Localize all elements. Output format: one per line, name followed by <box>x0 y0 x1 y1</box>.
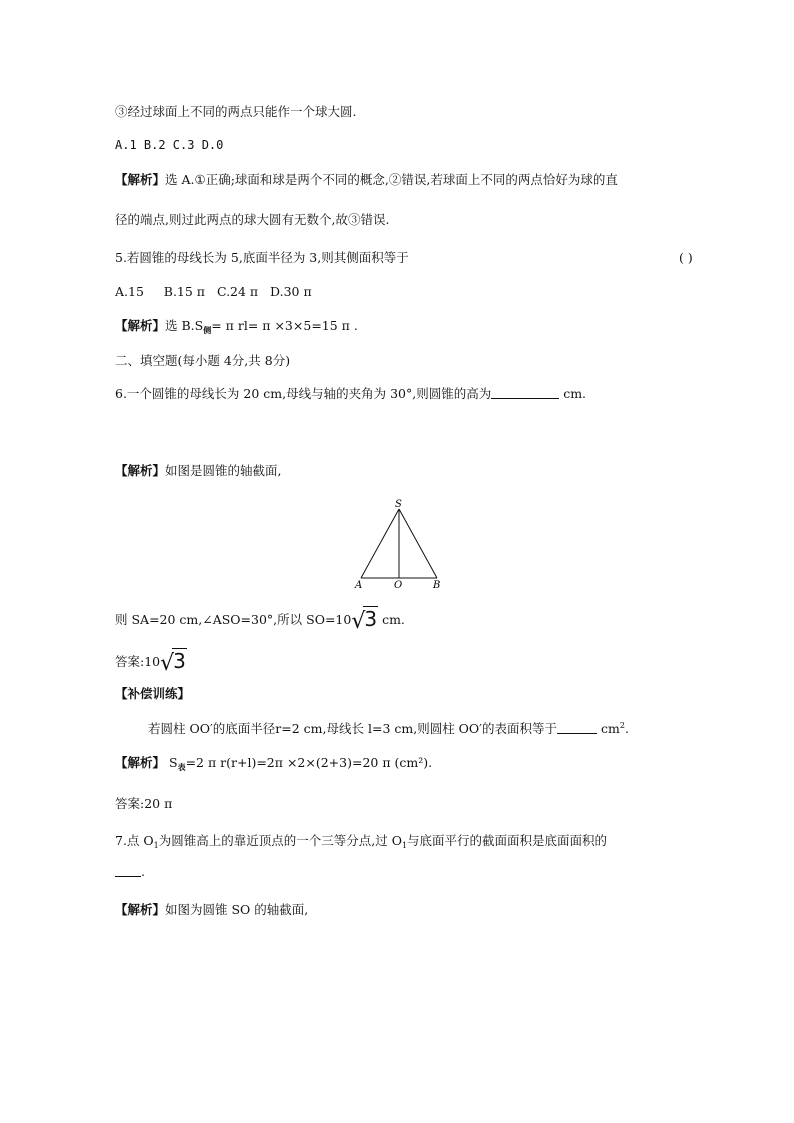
question-6: 6.一个圆锥的母线长为 20 cm,母线与轴的夹角为 30°,则圆锥的高为 cm. <box>115 386 587 401</box>
compensation-answer: 答案:20 π <box>115 796 173 811</box>
question-7-blank-line: . <box>115 864 145 880</box>
analysis-q6: 【解析】如图是圆锥的轴截面, <box>115 463 282 478</box>
question-7: 7.点 $O_1$为圆锥高上的靠近顶点的一个三等分点,过 $O_1$与底面平行的截面面积是底面面积的 <box>115 833 608 850</box>
sqrt-expression: √3 <box>160 649 186 676</box>
analysis-q7: 【解析】如图为圆锥 SO 的轴截面, <box>115 902 309 917</box>
label-a: A <box>355 580 363 590</box>
answer-blank <box>557 721 597 734</box>
answer-blank <box>491 386 559 399</box>
section-heading-fill-in: 二、填空题(每小题 4分,共 8分) <box>115 353 291 368</box>
options-q5: A.15 B.15 π C.24 π D.30 π <box>115 284 312 299</box>
options-q4: A.1 B.2 C.3 D.0 <box>115 138 224 152</box>
edge-sb <box>399 509 437 578</box>
analysis-q6-result: 则 SA=20 cm,∠ASO=30°,所以 SO=10√3 cm. <box>115 607 405 634</box>
analysis-q4-line1: 【解析】选 A.①正确;球面和球是两个不同的概念,②错误,若球面上不同的两点恰好为球的直 <box>115 172 618 187</box>
cone-axial-section-figure <box>350 495 450 590</box>
compensation-question: 若圆柱 OO′的底面半径r=2 cm,母线长 l=3 cm,则圆柱 OO′的表面积等于 $cm^2$. <box>148 721 629 736</box>
answer-parentheses: ( ) <box>679 250 693 265</box>
statement-3: ③经过球面上不同的两点只能作一个球大圆. <box>115 104 357 119</box>
answer-blank <box>115 864 141 877</box>
answer-q6: 答案:10√3 <box>115 649 186 676</box>
analysis-q4-line2: 径的端点,则过此两点的球大圆有无数个,故③错误. <box>115 212 390 227</box>
edge-sa <box>361 509 399 578</box>
label-s: S <box>395 499 402 510</box>
label-b: B <box>433 580 441 590</box>
compensation-training-heading: 【补偿训练】 <box>115 686 191 701</box>
analysis-q5: 【解析】选 $B.S_侧= \pi$ rl= π ×3×5=15 π . <box>115 318 358 335</box>
compensation-analysis: 【解析】 $S_表=2$ π r(r+l)=2π ×2×(2+3)=20 π (cm²). <box>115 755 433 772</box>
sqrt-expression: √3 <box>351 607 378 634</box>
question-5: 5.若圆锥的母线长为 5,底面半径为 3,则其侧面积等于 <box>115 250 409 265</box>
label-o: O <box>394 580 403 590</box>
